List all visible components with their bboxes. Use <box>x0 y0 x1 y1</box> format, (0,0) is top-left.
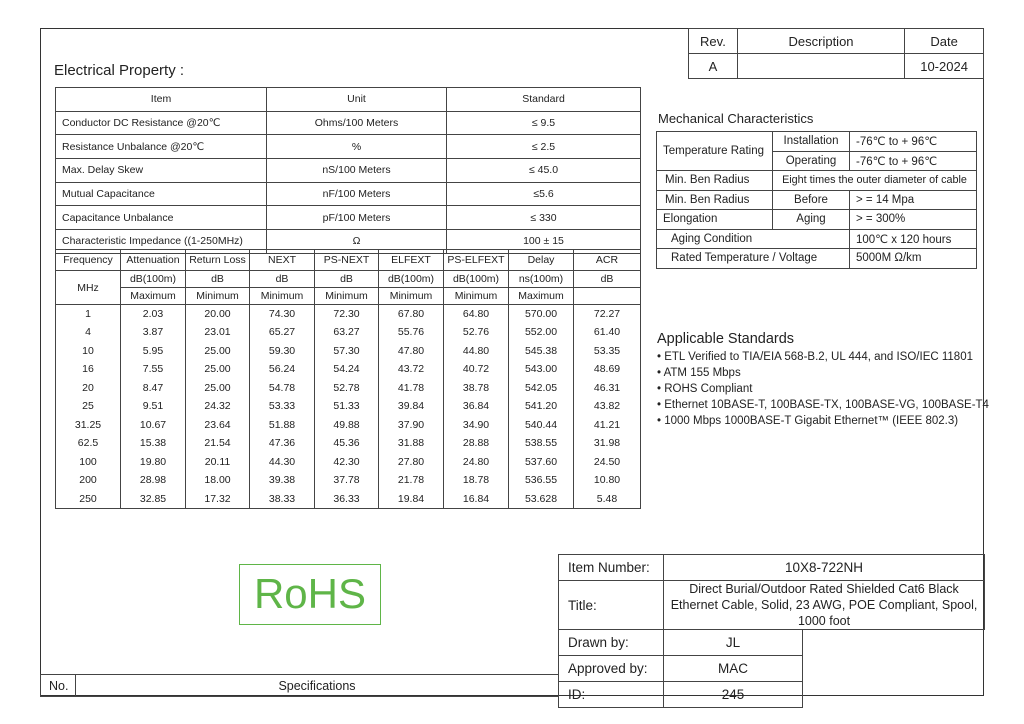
frequency-cell: 200 <box>56 471 121 490</box>
ep-header-standard: Standard <box>447 88 641 112</box>
table-row <box>56 471 641 490</box>
value-cell: 17.32 <box>186 490 250 509</box>
temperature-rating-label: Temperature Rating <box>657 132 773 171</box>
title-label: Title: <box>559 581 664 630</box>
value-cell: 536.55 <box>509 471 574 490</box>
value-cell: 51.88 <box>250 416 315 435</box>
id-value: 245 <box>664 682 803 708</box>
frequency-cell: 31.25 <box>56 416 121 435</box>
value-cell: 74.30 <box>250 305 315 324</box>
att-limit: Maximum <box>121 288 186 305</box>
attenuation-limit-row <box>56 288 641 305</box>
id-label: ID: <box>559 682 664 708</box>
value-cell: 47.80 <box>379 342 444 361</box>
att-unit: dB <box>574 271 641 288</box>
value-cell: 18.78 <box>444 471 509 490</box>
aging-condition-label: Aging Condition <box>657 229 850 249</box>
ep-item: Max. Delay Skew <box>56 159 267 183</box>
applicable-standards-title: Applicable Standards <box>657 331 795 347</box>
installation-label: Installation <box>773 132 850 152</box>
value-cell: 21.78 <box>379 471 444 490</box>
value-cell: 72.27 <box>574 305 641 324</box>
value-cell: 72.30 <box>315 305 379 324</box>
value-cell: 5.95 <box>121 342 186 361</box>
description-header: Description <box>737 29 904 54</box>
revision-table <box>688 28 984 79</box>
table-row <box>56 379 641 398</box>
table-row <box>56 360 641 379</box>
value-cell: 65.27 <box>250 323 315 342</box>
specifications-label: Specifications <box>76 675 559 697</box>
value-cell: 18.00 <box>186 471 250 490</box>
approved-by-value: MAC <box>664 656 803 682</box>
att-unit: dB(100m) <box>379 271 444 288</box>
value-cell: 9.51 <box>121 397 186 416</box>
value-cell: 543.00 <box>509 360 574 379</box>
value-cell: 32.85 <box>121 490 186 509</box>
item-number-label: Item Number: <box>559 555 664 581</box>
ep-header-unit: Unit <box>267 88 447 112</box>
frequency-cell: 25 <box>56 397 121 416</box>
frequency-cell: 4 <box>56 323 121 342</box>
ep-standard: 100 ± 15 <box>447 230 641 254</box>
ep-standard: ≤ 2.5 <box>447 135 641 159</box>
value-cell: 40.72 <box>444 360 509 379</box>
value-cell: 25.00 <box>186 379 250 398</box>
rated-temperature-value: 5000M Ω/km <box>850 249 977 269</box>
list-item: • 1000 Mbps 1000BASE-T Gigabit Ethernet™ (IEEE 802.3) <box>657 415 959 427</box>
frequency-cell: 1 <box>56 305 121 324</box>
value-cell: 31.88 <box>379 434 444 453</box>
value-cell: 54.78 <box>250 379 315 398</box>
att-limit: Maximum <box>509 288 574 305</box>
value-cell: 41.21 <box>574 416 641 435</box>
mechanical-table <box>656 131 977 269</box>
value-cell: 36.33 <box>315 490 379 509</box>
value-cell: 45.36 <box>315 434 379 453</box>
att-header: NEXT <box>250 250 315 271</box>
value-cell: 28.98 <box>121 471 186 490</box>
electrical-property-title: Electrical Property : <box>54 62 185 79</box>
operating-value: -76℃ to + 96℃ <box>850 151 977 171</box>
att-limit: Minimum <box>186 288 250 305</box>
frequency-cell: 62.5 <box>56 434 121 453</box>
value-cell: 570.00 <box>509 305 574 324</box>
att-header: Frequency <box>56 250 121 271</box>
ep-standard: ≤ 9.5 <box>447 111 641 135</box>
att-unit: dB(100m) <box>444 271 509 288</box>
drawn-by-value: JL <box>664 630 803 656</box>
attenuation-body <box>56 305 641 509</box>
value-cell: 38.33 <box>250 490 315 509</box>
table-row <box>56 397 641 416</box>
specifications-footer <box>40 674 559 697</box>
value-cell: 3.87 <box>121 323 186 342</box>
value-cell: 20.11 <box>186 453 250 472</box>
ep-unit: nS/100 Meters <box>267 159 447 183</box>
att-unit: dB <box>250 271 315 288</box>
frequency-cell: 16 <box>56 360 121 379</box>
table-row <box>56 416 641 435</box>
value-cell: 23.64 <box>186 416 250 435</box>
value-cell: 43.72 <box>379 360 444 379</box>
title-value: Direct Burial/Outdoor Rated Shielded Cat6 Black Ethernet Cable, Solid, 23 AWG, POE Compliant, Spool, 1000 foot <box>664 581 985 630</box>
value-cell: 538.55 <box>509 434 574 453</box>
value-cell: 49.88 <box>315 416 379 435</box>
frequency-cell: 10 <box>56 342 121 361</box>
table-row <box>56 342 641 361</box>
no-label: No. <box>41 675 76 697</box>
ep-unit: Ohms/100 Meters <box>267 111 447 135</box>
value-cell: 34.90 <box>444 416 509 435</box>
value-cell: 31.98 <box>574 434 641 453</box>
attenuation-header-row <box>56 250 641 271</box>
mechanical-title: Mechanical Characteristics <box>658 111 814 126</box>
table-row <box>56 434 641 453</box>
value-cell: 43.82 <box>574 397 641 416</box>
table-row <box>56 453 641 472</box>
ep-standard: ≤ 45.0 <box>447 159 641 183</box>
list-item: • Ethernet 10BASE-T, 100BASE-TX, 100BASE-VG, 100BASE-T4 <box>657 399 989 411</box>
value-cell: 542.05 <box>509 379 574 398</box>
before-label: Before <box>773 190 850 210</box>
value-cell: 44.80 <box>444 342 509 361</box>
ep-unit: % <box>267 135 447 159</box>
value-cell: 57.30 <box>315 342 379 361</box>
attenuation-unit-row <box>56 271 641 288</box>
value-cell: 10.80 <box>574 471 641 490</box>
ep-standard: ≤ 330 <box>447 206 641 230</box>
value-cell: 2.03 <box>121 305 186 324</box>
value-cell: 25.00 <box>186 360 250 379</box>
value-cell: 67.80 <box>379 305 444 324</box>
frequency-cell: 20 <box>56 379 121 398</box>
value-cell: 7.55 <box>121 360 186 379</box>
value-cell: 55.76 <box>379 323 444 342</box>
list-item: • ETL Verified to TIA/EIA 568-B.2, UL 444, and ISO/IEC 11801 <box>657 351 973 363</box>
value-cell: 21.54 <box>186 434 250 453</box>
att-header: ELFEXT <box>379 250 444 271</box>
value-cell: 37.90 <box>379 416 444 435</box>
title-block <box>558 554 985 708</box>
table-row <box>56 111 641 135</box>
att-unit: ns(100m) <box>509 271 574 288</box>
value-cell: 20.00 <box>186 305 250 324</box>
value-cell: 53.628 <box>509 490 574 509</box>
att-header: Return Loss <box>186 250 250 271</box>
table-row <box>56 135 641 159</box>
frequency-cell: 100 <box>56 453 121 472</box>
value-cell: 19.84 <box>379 490 444 509</box>
value-cell: 24.80 <box>444 453 509 472</box>
ep-header-item: Item <box>56 88 267 112</box>
att-header: ACR <box>574 250 641 271</box>
value-cell: 24.50 <box>574 453 641 472</box>
value-cell: 61.40 <box>574 323 641 342</box>
value-cell: 59.30 <box>250 342 315 361</box>
value-cell: 63.27 <box>315 323 379 342</box>
operating-label: Operating <box>773 151 850 171</box>
approved-by-label: Approved by: <box>559 656 664 682</box>
value-cell: 39.84 <box>379 397 444 416</box>
table-row <box>56 182 641 206</box>
ep-item: Resistance Unbalance @20℃ <box>56 135 267 159</box>
elongation-label: Elongation <box>657 210 773 230</box>
value-cell: 23.01 <box>186 323 250 342</box>
att-header: Attenuation <box>121 250 186 271</box>
value-cell: 540.44 <box>509 416 574 435</box>
att-unit: dB <box>186 271 250 288</box>
value-cell: 53.35 <box>574 342 641 361</box>
att-limit: Minimum <box>250 288 315 305</box>
value-cell: 53.33 <box>250 397 315 416</box>
value-cell: 41.78 <box>379 379 444 398</box>
value-cell: 537.60 <box>509 453 574 472</box>
bend-radius-value: Eight times the outer diameter of cable <box>773 171 977 191</box>
att-unit-label: MHz <box>56 271 121 305</box>
attenuation-table <box>55 249 641 509</box>
value-cell: 64.80 <box>444 305 509 324</box>
att-header: Delay <box>509 250 574 271</box>
value-cell: 52.78 <box>315 379 379 398</box>
value-cell: 54.24 <box>315 360 379 379</box>
value-cell: 38.78 <box>444 379 509 398</box>
standards-list <box>657 349 989 429</box>
att-header: PS-ELFEXT <box>444 250 509 271</box>
value-cell: 545.38 <box>509 342 574 361</box>
table-row <box>56 305 641 324</box>
ep-standard: ≤5.6 <box>447 182 641 206</box>
value-cell: 46.31 <box>574 379 641 398</box>
value-cell: 28.88 <box>444 434 509 453</box>
date-header: Date <box>905 29 984 54</box>
date-value: 10-2024 <box>905 54 984 79</box>
value-cell: 15.38 <box>121 434 186 453</box>
att-limit: Minimum <box>315 288 379 305</box>
att-unit: dB <box>315 271 379 288</box>
value-cell: 8.47 <box>121 379 186 398</box>
value-cell: 51.33 <box>315 397 379 416</box>
value-cell: 16.84 <box>444 490 509 509</box>
value-cell: 48.69 <box>574 360 641 379</box>
rated-temperature-label: Rated Temperature / Voltage <box>657 249 850 269</box>
value-cell: 47.36 <box>250 434 315 453</box>
tensile-value: > = 14 Mpa <box>850 190 977 210</box>
value-cell: 19.80 <box>121 453 186 472</box>
value-cell: 5.48 <box>574 490 641 509</box>
ep-item: Capacitance Unbalance <box>56 206 267 230</box>
value-cell: 24.32 <box>186 397 250 416</box>
value-cell: 541.20 <box>509 397 574 416</box>
att-limit: Minimum <box>444 288 509 305</box>
bend-radius-label: Min. Ben Radius <box>657 171 773 191</box>
table-row <box>56 206 641 230</box>
value-cell: 27.80 <box>379 453 444 472</box>
rev-value: A <box>689 54 738 79</box>
bend-radius-label: Min. Ben Radius <box>657 190 773 210</box>
rev-header: Rev. <box>689 29 738 54</box>
value-cell: 36.84 <box>444 397 509 416</box>
ep-item: Conductor DC Resistance @20℃ <box>56 111 267 135</box>
table-row <box>56 490 641 509</box>
drawn-by-label: Drawn by: <box>559 630 664 656</box>
item-number-value: 10X8-722NH <box>664 555 985 581</box>
value-cell: 39.38 <box>250 471 315 490</box>
installation-value: -76℃ to + 96℃ <box>850 132 977 152</box>
value-cell: 42.30 <box>315 453 379 472</box>
value-cell: 25.00 <box>186 342 250 361</box>
description-value <box>737 54 904 79</box>
att-unit: dB(100m) <box>121 271 186 288</box>
elongation-value: > = 300% <box>850 210 977 230</box>
att-limit <box>574 288 641 305</box>
value-cell: 56.24 <box>250 360 315 379</box>
ep-unit: nF/100 Meters <box>267 182 447 206</box>
electrical-property-table <box>55 87 641 254</box>
rohs-logo: RoHS <box>239 564 381 625</box>
att-header: PS-NEXT <box>315 250 379 271</box>
value-cell: 37.78 <box>315 471 379 490</box>
value-cell: 44.30 <box>250 453 315 472</box>
table-row <box>56 159 641 183</box>
table-row <box>56 323 641 342</box>
ep-item: Mutual Capacitance <box>56 182 267 206</box>
att-limit: Minimum <box>379 288 444 305</box>
value-cell: 10.67 <box>121 416 186 435</box>
list-item: • ROHS Compliant <box>657 383 753 395</box>
aging-condition-value: 100℃ x 120 hours <box>850 229 977 249</box>
value-cell: 52.76 <box>444 323 509 342</box>
list-item: • ATM 155 Mbps <box>657 367 741 379</box>
frequency-cell: 250 <box>56 490 121 509</box>
ep-unit: Ω <box>267 230 447 254</box>
ep-item: Characteristic Impedance ((1-250MHz) <box>56 230 267 254</box>
aging-label: Aging <box>773 210 850 230</box>
value-cell: 552.00 <box>509 323 574 342</box>
ep-unit: pF/100 Meters <box>267 206 447 230</box>
